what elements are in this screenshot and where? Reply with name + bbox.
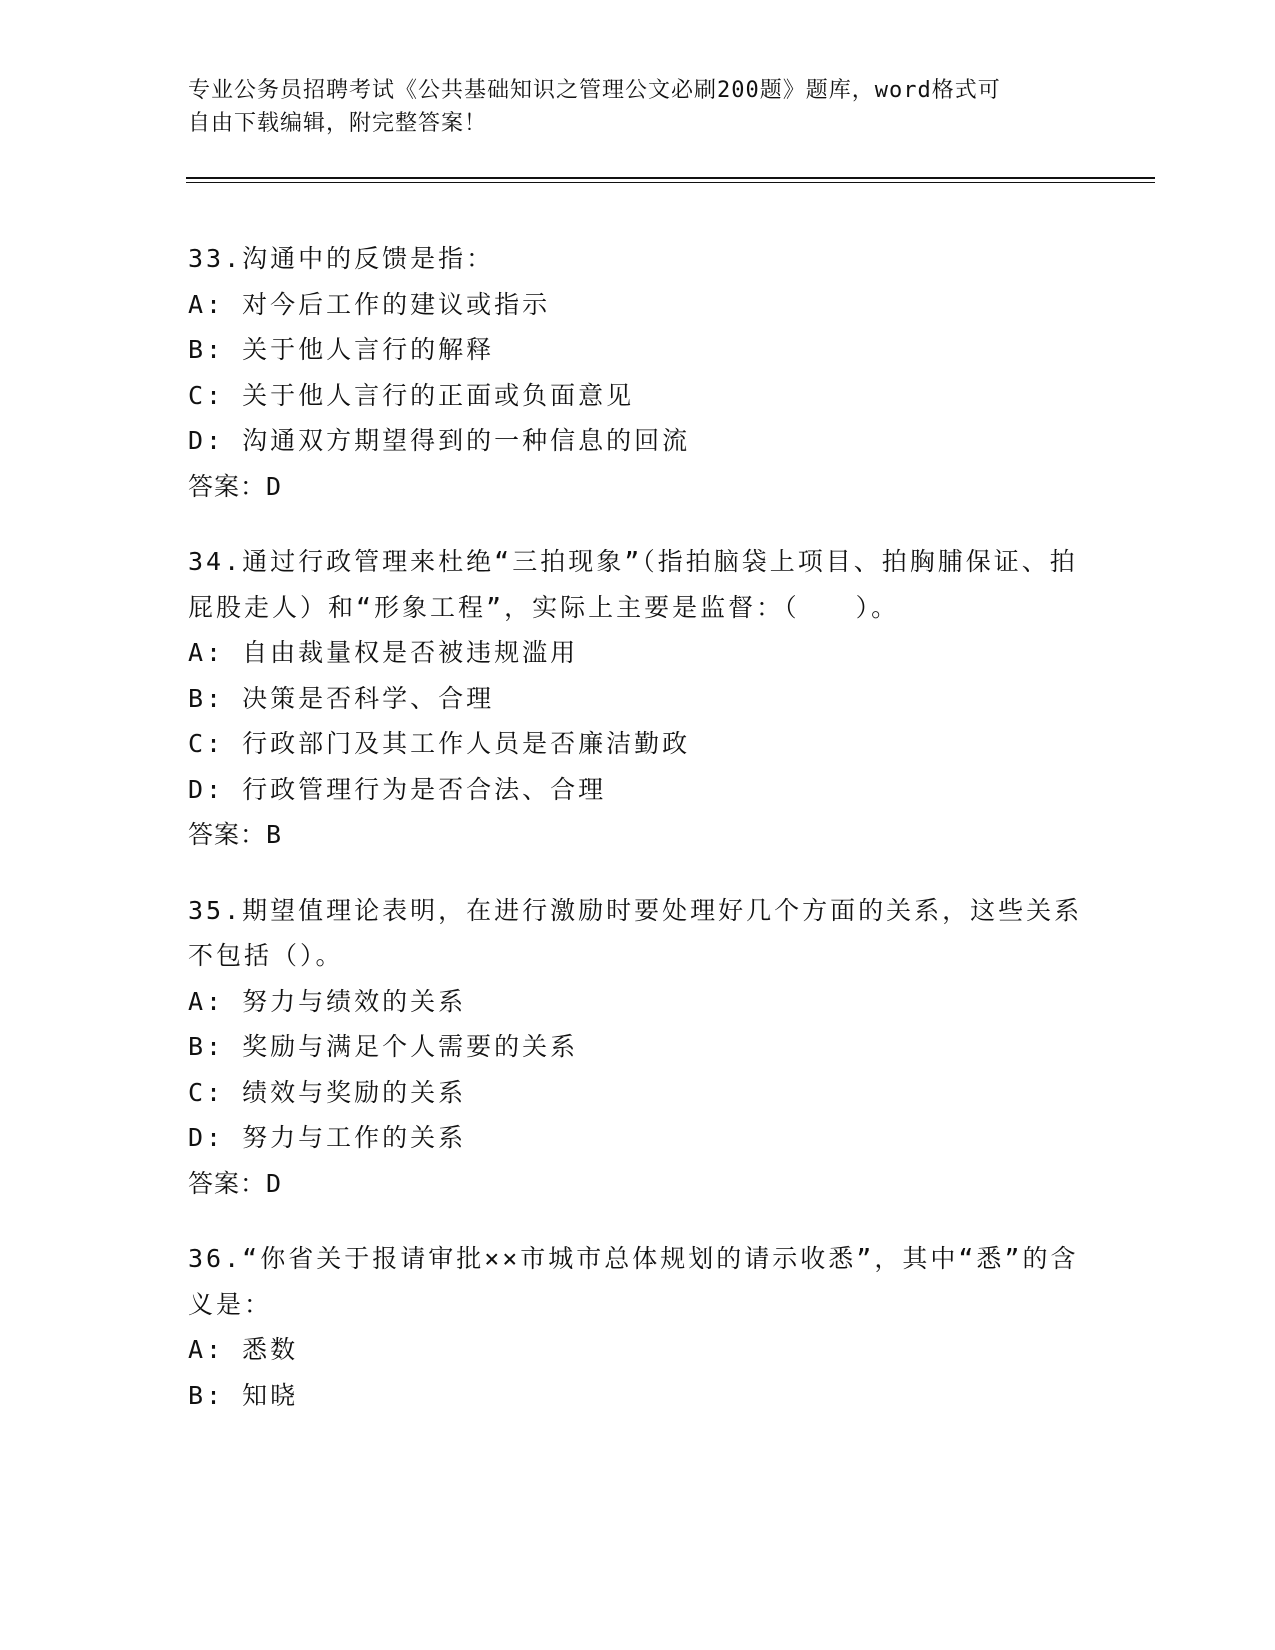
question-34 — [188, 539, 1088, 858]
option-d: D: 努力与工作的关系 — [188, 1123, 467, 1152]
answer-value: D — [266, 471, 285, 501]
question-33 — [188, 236, 1088, 509]
answer-line — [188, 812, 1088, 858]
option-b: B: 知晓 — [188, 1380, 299, 1410]
option-a: A: 悉数 — [188, 1335, 299, 1364]
header-divider-thin — [186, 182, 1155, 183]
option-d: D: 沟通双方期望得到的一种信息的回流 — [188, 426, 691, 455]
option-a: A: 自由裁量权是否被违规滥用 — [188, 638, 579, 667]
answer-label: 答案： — [188, 820, 267, 849]
option-c: C: 关于他人言行的正面或负面意见 — [188, 380, 635, 410]
option-a: A: 努力与绩效的关系 — [188, 986, 467, 1016]
answer-value: D — [266, 1168, 285, 1198]
header-line-2: 自由下载编辑，附完整答案！ — [188, 111, 488, 136]
question-stem: 36.“你省关于报请审批××市城市总体规划的请示收悉”，其中“悉”的含义是： — [188, 1244, 1079, 1319]
option-b: B: 决策是否科学、合理 — [188, 683, 495, 713]
header-line-1: 专业公务员招聘考试《公共基础知识之管理公文必刷200题》题库，word格式可 — [188, 78, 1001, 103]
question-35 — [188, 888, 1088, 1207]
question-list — [188, 236, 1088, 1448]
answer-label: 答案： — [188, 471, 267, 501]
document-header — [188, 74, 1088, 140]
answer-line — [188, 464, 1088, 510]
option-a: A: 对今后工作的建议或指示 — [188, 289, 551, 319]
answer-value: B — [266, 820, 285, 849]
option-c: C: 行政部门及其工作人员是否廉洁勤政 — [188, 729, 691, 758]
question-stem: 33.沟通中的反馈是指： — [188, 244, 495, 273]
question-stem: 35.期望值理论表明，在进行激励时要处理好几个方面的关系，这些关系不包括（）。 — [188, 895, 1083, 970]
question-36 — [188, 1236, 1088, 1418]
option-d: D: 行政管理行为是否合法、合理 — [188, 774, 607, 804]
header-divider — [186, 177, 1155, 179]
option-b: B: 关于他人言行的解释 — [188, 335, 495, 364]
answer-label: 答案： — [188, 1168, 267, 1198]
option-b: B: 奖励与满足个人需要的关系 — [188, 1032, 579, 1061]
answer-line — [188, 1161, 1088, 1207]
option-c: C: 绩效与奖励的关系 — [188, 1077, 467, 1107]
question-stem: 34.通过行政管理来杜绝“三拍现象”（指拍脑袋上项目、拍胸脯保证、拍屁股走人）和“形象工程”，实际上主要是监督：（ ）。 — [188, 547, 1078, 622]
